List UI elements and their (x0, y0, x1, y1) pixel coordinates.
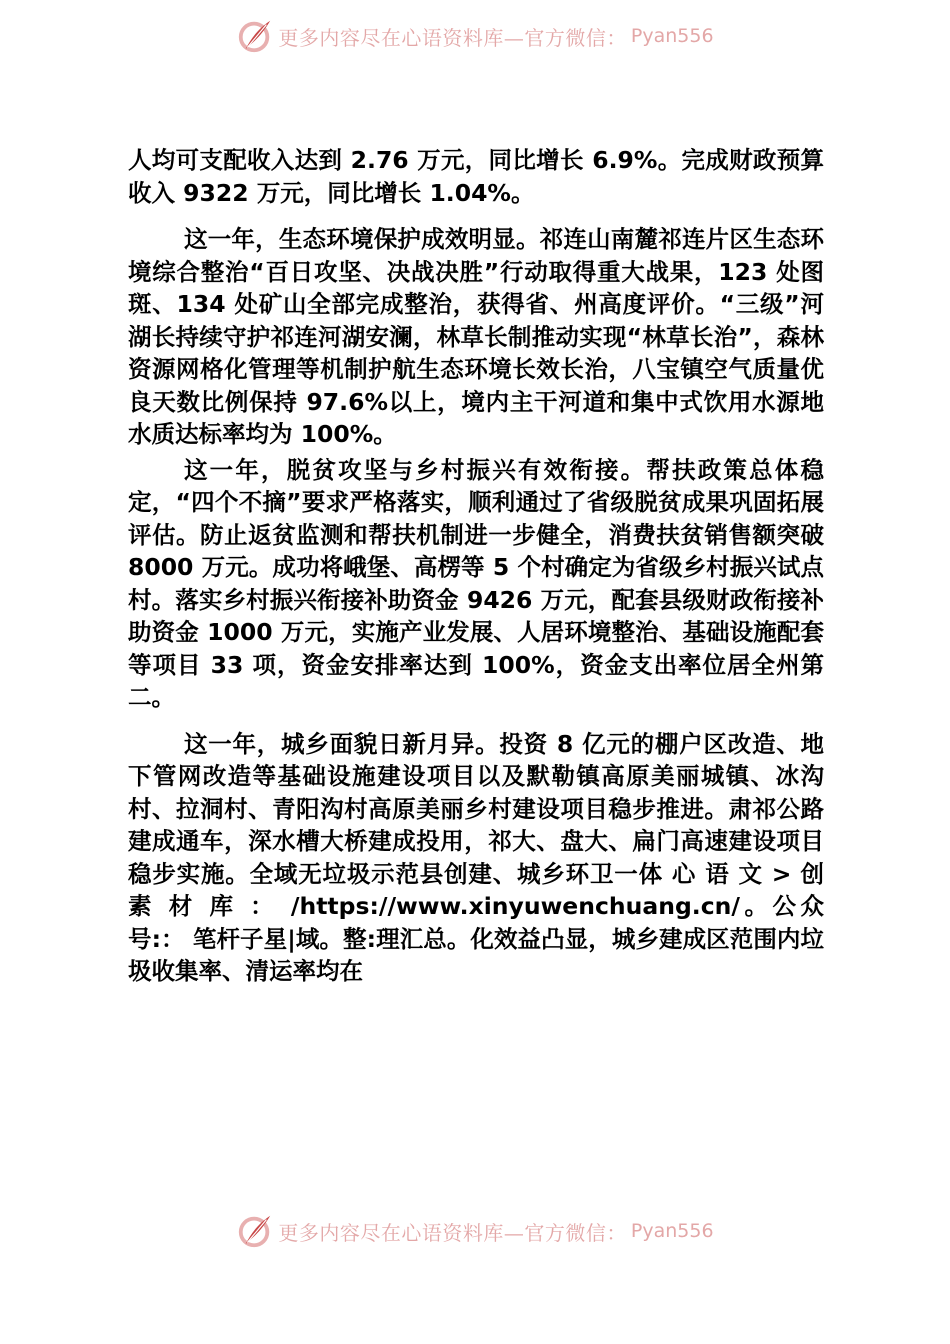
watermark-wechat-id: Pyan556 (630, 1220, 714, 1242)
feather-pen-logo-icon (236, 17, 274, 55)
paragraph-income: 人均可支配收入达到 2.76 万元，同比增长 6.9%。完成财政预算收入 9322 万元，同比增长 1.04%。 (128, 146, 824, 207)
watermark-text: 更多内容尽在心语资料库—官方微信： (278, 25, 627, 50)
watermark-wechat-id: Pyan556 (630, 25, 714, 47)
header-watermark (0, 14, 950, 58)
paragraph-ecology: 这一年，生态环境保护成效明显。祁连山南麓祁连片区生态环境综合整治“百日攻坚、决战决胜”行动取得重大战果，123 处图斑、134 处矿山全部完成整治，获得省、州高度评价。“三级”河湖长持续守护祁连河湖安澜，林草长制推动实现“林草长治”，森林资源网格化管理等机制护航生态环境长效长治，八宝镇空气质量优良天数比例保持 97.6%以上，境内主干河道和集中式饮用水源地水质达标率均为 100%。 (128, 225, 824, 448)
feather-pen-logo-icon (236, 1212, 274, 1250)
paragraph-urban: 这一年，城乡面貌日新月异。投资 8 亿元的棚户区改造、地下管网改造等基础设施建设项目以及默勒镇高原美丽城镇、冰沟村、拉洞村、青阳沟村高原美丽乡村建设项目稳步推进。肃祁公路建成通车，深水槽大桥建成投用，祁大、盘大、扁门高速建设项目稳步实施。全域无垃圾示范县创建、城乡环卫一体 心 语 文 > 创 素 材 库 ： /https://www.xinyuwenchuang.cn/。公众号:： 笔杆子星|域。整:理汇总。化效益凸显，城乡建成区范围内垃圾收集率、清运率均在 (128, 729, 824, 985)
watermark-text: 更多内容尽在心语资料库—官方微信： (278, 1220, 627, 1245)
document-body (128, 144, 824, 988)
footer-watermark (0, 1209, 950, 1253)
paragraph-poverty: 这一年，脱贫攻坚与乡村振兴有效衔接。帮扶政策总体稳定，“四个不摘”要求严格落实，顺利通过了省级脱贫成果巩固拓展评估。防止返贫监测和帮扶机制进一步健全，消费扶贫销售额突破 8000 万元。成功将峨堡、高楞等 5 个村确定为省级乡村振兴试点村。落实乡村振兴衔接补助资金 9426 万元，配套县级财政衔接补助资金 1000 万元，实施产业发展、人居环境整治、基础设施配套等项目 33 项，资金安排率达到 100%，资金支出率位居全州第二。 (128, 455, 824, 711)
